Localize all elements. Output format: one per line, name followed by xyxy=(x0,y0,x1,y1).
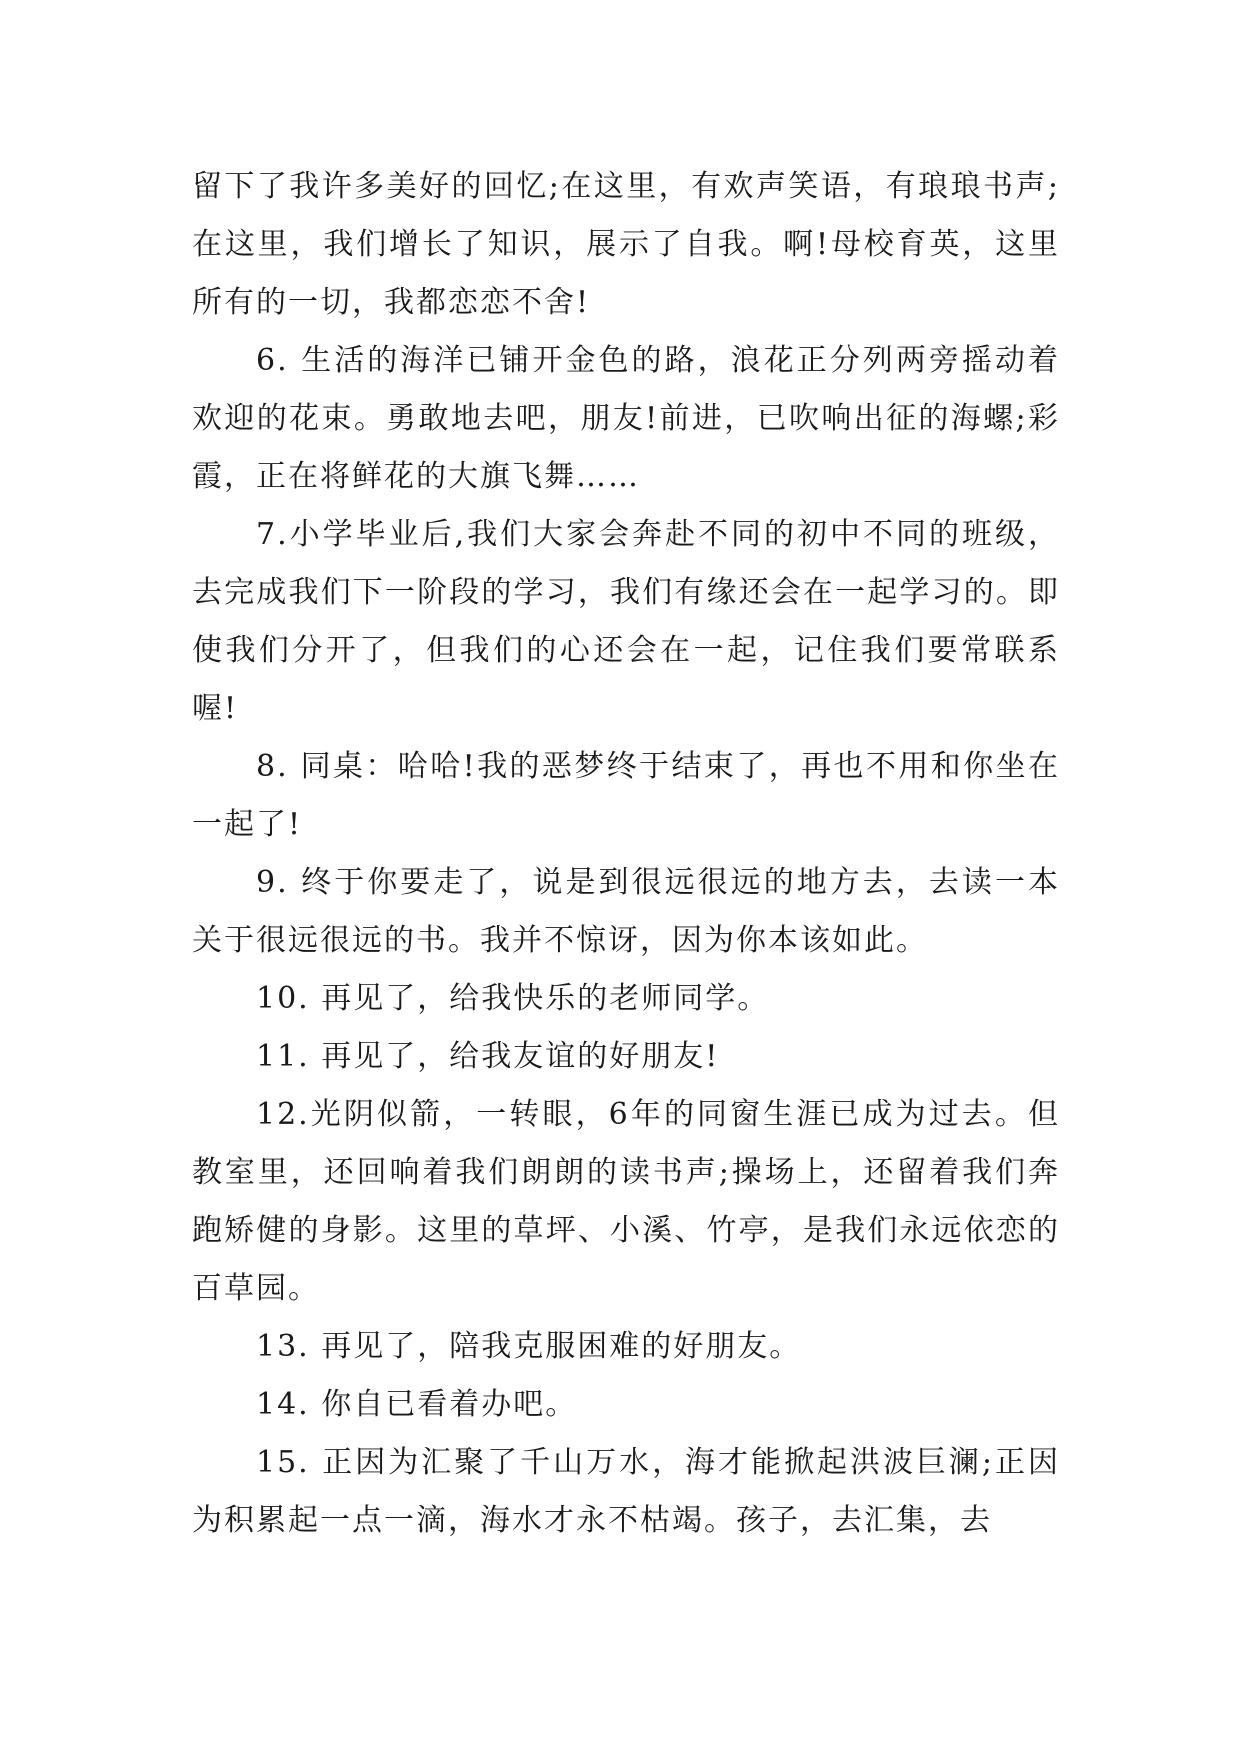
paragraph-item-12: 12.光阴似箭，一转眼，6年的同窗生涯已成为过去。但教室里，还回响着我们朗朗的读书声;操场上，还留着我们奔跑矫健的身影。这里的草坪、小溪、竹亭，是我们永远依恋的百草园。 xyxy=(192,1097,1060,1306)
paragraph-item-10: 10. 再见了，给我快乐的老师同学。 xyxy=(256,981,770,1016)
paragraph-item-11: 11. 再见了，给我友谊的好朋友! xyxy=(256,1039,720,1074)
paragraph-item-7: 7.小学毕业后,我们大家会奔赴不同的初中不同的班级，去完成我们下一阶段的学习，我们有缘还会在一起学习的。即使我们分开了，但我们的心还会在一起，记住我们要常联系喔! xyxy=(192,517,1060,726)
paragraph-item-15: 15. 正因为汇聚了千山万水，海才能掀起洪波巨澜;正因为积累起一点一滴，海水才永不枯竭。孩子，去汇集，去 xyxy=(192,1445,1060,1538)
paragraph-item-13: 13. 再见了，陪我克服困难的好朋友。 xyxy=(256,1329,802,1364)
paragraph-item-6: 6. 生活的海洋已铺开金色的路，浪花正分列两旁摇动着欢迎的花束。勇敢地去吧，朋友!前进，已吹响出征的海螺;彩霞，正在将鲜花的大旗飞舞…… xyxy=(192,343,1060,494)
document-body xyxy=(192,158,1060,1550)
paragraph-item-14: 14. 你自已看着办吧。 xyxy=(256,1387,578,1422)
paragraph-item-8: 8. 同桌：哈哈!我的恶梦终于结束了，再也不用和你坐在一起了! xyxy=(192,749,1060,842)
paragraph-continuation: 留下了我许多美好的回忆;在这里，有欢声笑语，有琅琅书声;在这里，我们增长了知识，展示了自我。啊!母校育英，这里所有的一切，我都恋恋不舍! xyxy=(192,169,1060,320)
paragraph-item-9: 9. 终于你要走了，说是到很远很远的地方去，去读一本关于很远很远的书。我并不惊讶，因为你本该如此。 xyxy=(192,865,1060,958)
